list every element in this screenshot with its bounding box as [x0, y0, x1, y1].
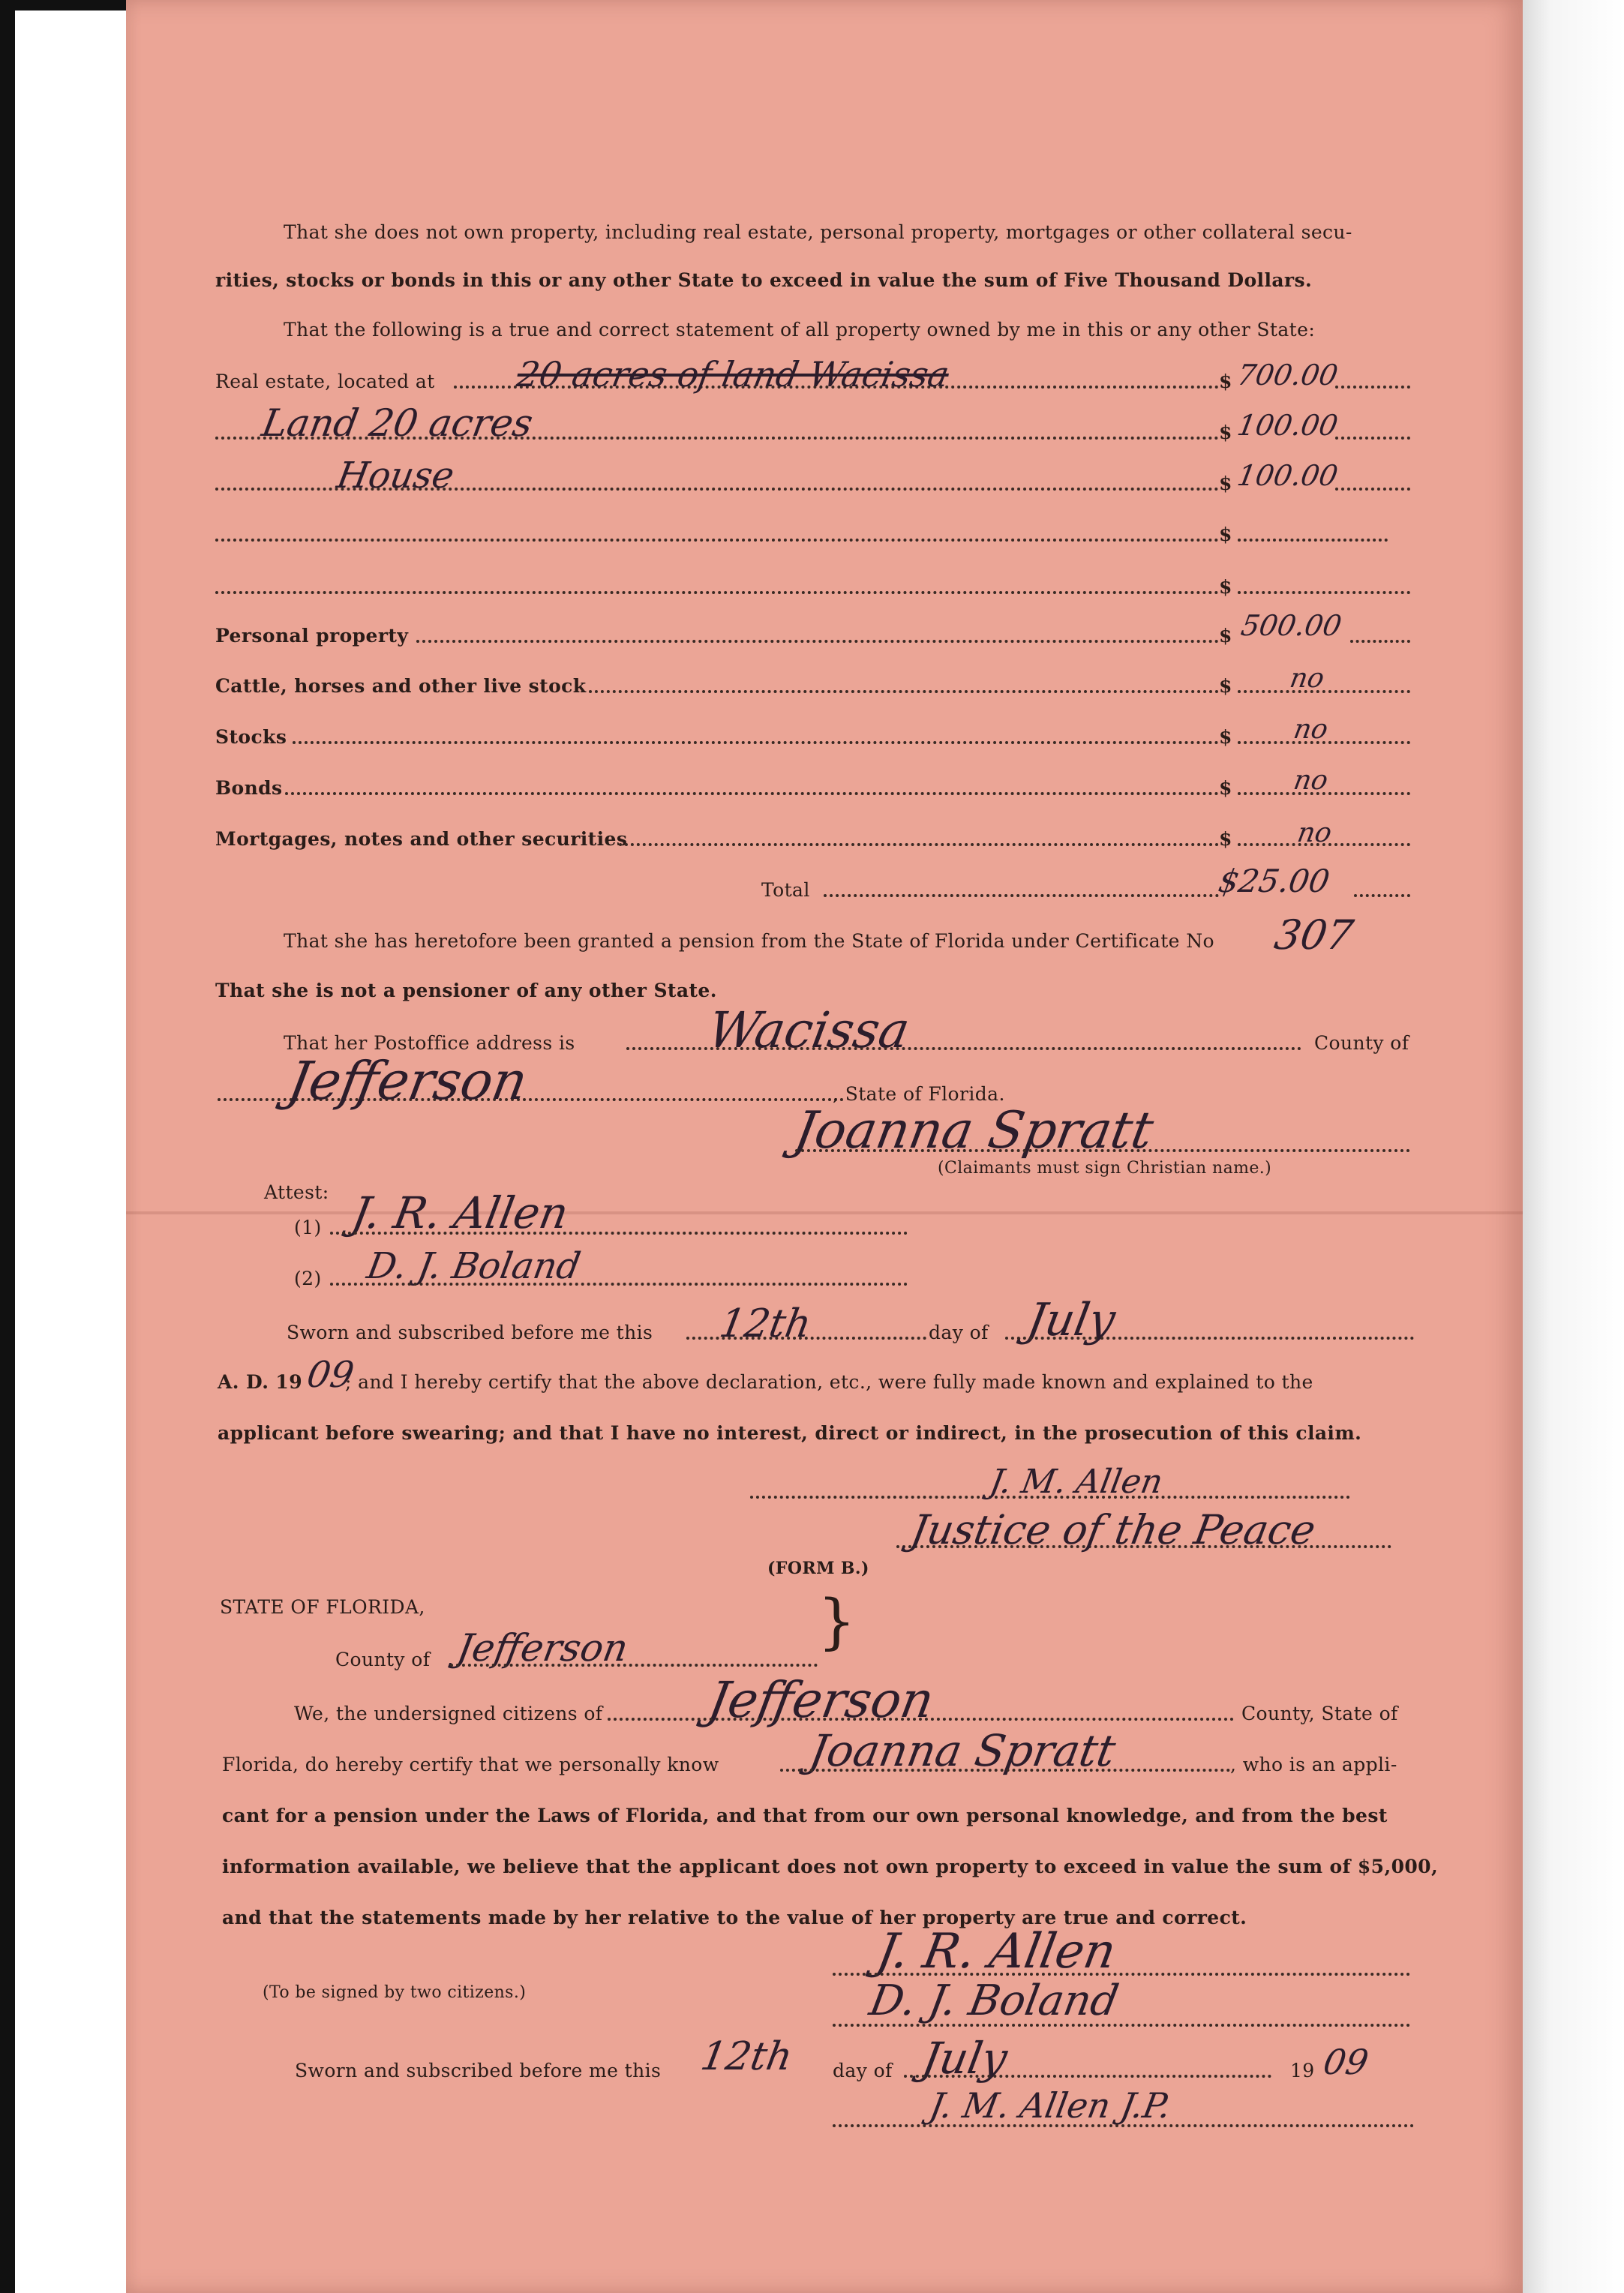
- certify-line-2: applicant before swearing; and that I have no interest, direct or indirect, in the prosecution of this claim.: [218, 1422, 1362, 1444]
- dotted-leader: [1335, 384, 1410, 389]
- dotted-leader: [1238, 537, 1388, 542]
- total-amount: $25.00: [1215, 863, 1333, 899]
- postoffice-value: Wacissa: [704, 1001, 914, 1059]
- scan-edge-left: [0, 0, 15, 2293]
- stocks-label: Stocks: [215, 726, 287, 748]
- dotted-leader: [285, 791, 1219, 795]
- dotted-leader: [833, 2123, 1414, 2127]
- sworn-month: July: [1022, 1294, 1119, 1346]
- bonds-label: Bonds: [215, 777, 283, 799]
- dotted-leader: [824, 893, 1219, 897]
- currency-bonds: $: [1219, 777, 1232, 799]
- currency-1: $: [1219, 371, 1232, 392]
- pension-certificate-line: That she has heretofore been granted a pension from the State of Florida under Certificate No: [284, 930, 1214, 952]
- form-b-sworn-prefix: Sworn and subscribed before me this: [295, 2060, 662, 2081]
- dotted-leader: [1335, 486, 1410, 491]
- currency-stocks: $: [1219, 726, 1232, 748]
- witness-2-number: (2): [294, 1268, 322, 1289]
- certify-line-g: and that the statements made by her relative to the value of her property are true and correct.: [222, 1907, 1247, 1928]
- dotted-leader: [833, 2022, 1410, 2027]
- dotted-leader: [1238, 740, 1410, 744]
- dotted-leader: [1238, 590, 1410, 594]
- real-estate-label: Real estate, located at: [215, 371, 435, 392]
- real-estate-amount-2: 100.00: [1235, 409, 1340, 442]
- currency-3: $: [1219, 473, 1232, 494]
- livestock-label: Cattle, horses and other live stock: [215, 675, 587, 697]
- state-of-florida: , State of Florida.: [833, 1083, 1005, 1105]
- sworn-day-of: day of: [929, 1322, 989, 1343]
- form-b-county-label: County of: [335, 1649, 431, 1670]
- page-curl: [1519, 0, 1624, 2293]
- witness-2-signature: D. J. Boland: [364, 1245, 584, 1287]
- dotted-leader: [293, 740, 1219, 744]
- dotted-leader: [795, 1148, 1410, 1152]
- form-b-day-of: day of: [833, 2060, 893, 2081]
- personal-property-amount: 500.00: [1238, 609, 1344, 642]
- currency-livestock: $: [1219, 675, 1232, 697]
- dotted-leader: [330, 1281, 908, 1286]
- sworn-year: 09: [304, 1354, 358, 1396]
- certify-line-f: information available, we believe that the applicant does not own property to exceed in value the sum of $5,000,: [222, 1856, 1439, 1877]
- applicant-name: Joanna Spratt: [806, 1725, 1120, 1776]
- form-b-official: J. M. Allen J.P.: [926, 2085, 1175, 2126]
- currency-mortgages: $: [1219, 828, 1232, 850]
- personal-property-label: Personal property: [215, 625, 409, 647]
- not-pensioner-line: That she is not a pensioner of any other State.: [215, 980, 717, 1001]
- official-title: Justice of the Peace: [907, 1506, 1319, 1553]
- dotted-leader: [833, 1971, 1410, 1976]
- claimant-signature: Joanna Spratt: [790, 1101, 1158, 1160]
- dotted-leader: [1354, 893, 1410, 897]
- dotted-leader: [686, 1335, 926, 1340]
- ad-prefix: A. D. 19: [218, 1371, 302, 1393]
- sworn-day: 12th: [716, 1301, 815, 1346]
- dotted-leader: [416, 638, 1219, 643]
- real-estate-desc-1: 20 acres of land Wacissa: [514, 354, 953, 395]
- dotted-leader: [215, 590, 1219, 594]
- certify-county: Jefferson: [704, 1671, 938, 1729]
- stocks-amount: no: [1291, 714, 1331, 745]
- dotted-leader: [1335, 435, 1410, 440]
- signer-2: D. J. Boland: [866, 1976, 1123, 2025]
- dotted-leader: [1238, 689, 1410, 693]
- currency-5: $: [1219, 576, 1232, 598]
- fold-crease: [126, 1211, 1523, 1214]
- county-of-label: County of: [1314, 1032, 1409, 1054]
- dotted-leader: [780, 1767, 1230, 1772]
- dotted-leader: [904, 2073, 1271, 2078]
- dotted-leader: [608, 1716, 1234, 1721]
- form-b-sworn-day: 12th: [697, 2034, 796, 2079]
- form-b-sworn-year: 09: [1320, 2042, 1372, 2082]
- dotted-leader: [1005, 1335, 1414, 1340]
- currency-4: $: [1219, 524, 1232, 545]
- certify-line-e: cant for a pension under the Laws of Florida, and that from our own personal knowledge, and from the best: [222, 1805, 1388, 1826]
- signer-1: J. R. Allen: [872, 1924, 1121, 1979]
- dotted-leader: [1238, 791, 1410, 795]
- county-value: Jefferson: [283, 1050, 533, 1112]
- form-b-heading: (FORM B.): [767, 1559, 869, 1578]
- real-estate-amount-3: 100.00: [1235, 459, 1340, 492]
- mortgages-amount: no: [1295, 818, 1334, 848]
- certify-line-1: ; and I hereby certify that the above declaration, etc., were fully made known and explained to the: [345, 1371, 1313, 1393]
- certify-line-d: , who is an appli-: [1230, 1754, 1397, 1775]
- dotted-leader: [330, 1230, 908, 1235]
- dotted-leader: [1350, 638, 1410, 643]
- form-b-year-prefix: 19: [1290, 2060, 1315, 2081]
- attest-label: Attest:: [264, 1181, 329, 1203]
- sign-note: (To be signed by two citizens.): [263, 1983, 527, 2002]
- intro-line-2: rities, stocks or bonds in this or any other State to exceed in value the sum of Five Thousand Dollars.: [215, 269, 1313, 291]
- livestock-amount: no: [1287, 663, 1327, 694]
- real-estate-desc-2: Land 20 acres: [258, 401, 536, 445]
- form-b-sworn-month: July: [918, 2033, 1011, 2084]
- dotted-leader: [215, 537, 1219, 542]
- dotted-leader: [619, 842, 1219, 846]
- intro-line-1: That she does not own property, including real estate, personal property, mortgages or other collateral secu-: [284, 221, 1352, 243]
- intro-line-3: That the following is a true and correct statement of all property owned by me in this or any other State:: [284, 319, 1316, 341]
- witness-1-number: (1): [294, 1217, 322, 1238]
- dotted-leader: [450, 1662, 818, 1667]
- certify-line-b: County, State of: [1241, 1703, 1398, 1724]
- dotted-leader: [589, 689, 1219, 693]
- certify-line-a: We, the undersigned citizens of: [294, 1703, 603, 1724]
- real-estate-amount-1: 700.00: [1235, 359, 1340, 392]
- form-b-county-value: Jefferson: [453, 1626, 632, 1670]
- certify-line-c: Florida, do hereby certify that we personally know: [222, 1754, 719, 1775]
- bracket: }: [818, 1586, 856, 1656]
- mortgages-label: Mortgages, notes and other securities: [215, 828, 628, 850]
- total-label: Total: [761, 879, 810, 901]
- claimant-note: (Claimants must sign Christian name.): [938, 1159, 1272, 1178]
- sworn-prefix: Sworn and subscribed before me this: [287, 1322, 653, 1343]
- bonds-amount: no: [1291, 765, 1331, 796]
- real-estate-desc-3: House: [334, 455, 458, 497]
- dotted-leader: [1238, 842, 1410, 846]
- certificate-number: 307: [1271, 911, 1357, 959]
- currency-personal: $: [1219, 625, 1232, 647]
- dotted-leader: [626, 1046, 1301, 1050]
- witness-1-signature: J. R. Allen: [348, 1187, 572, 1238]
- state-of-florida-heading: STATE OF FLORIDA,: [220, 1596, 425, 1618]
- postoffice-label: That her Postoffice address is: [284, 1032, 575, 1054]
- currency-2: $: [1219, 422, 1232, 443]
- official-name: J. M. Allen: [986, 1463, 1166, 1501]
